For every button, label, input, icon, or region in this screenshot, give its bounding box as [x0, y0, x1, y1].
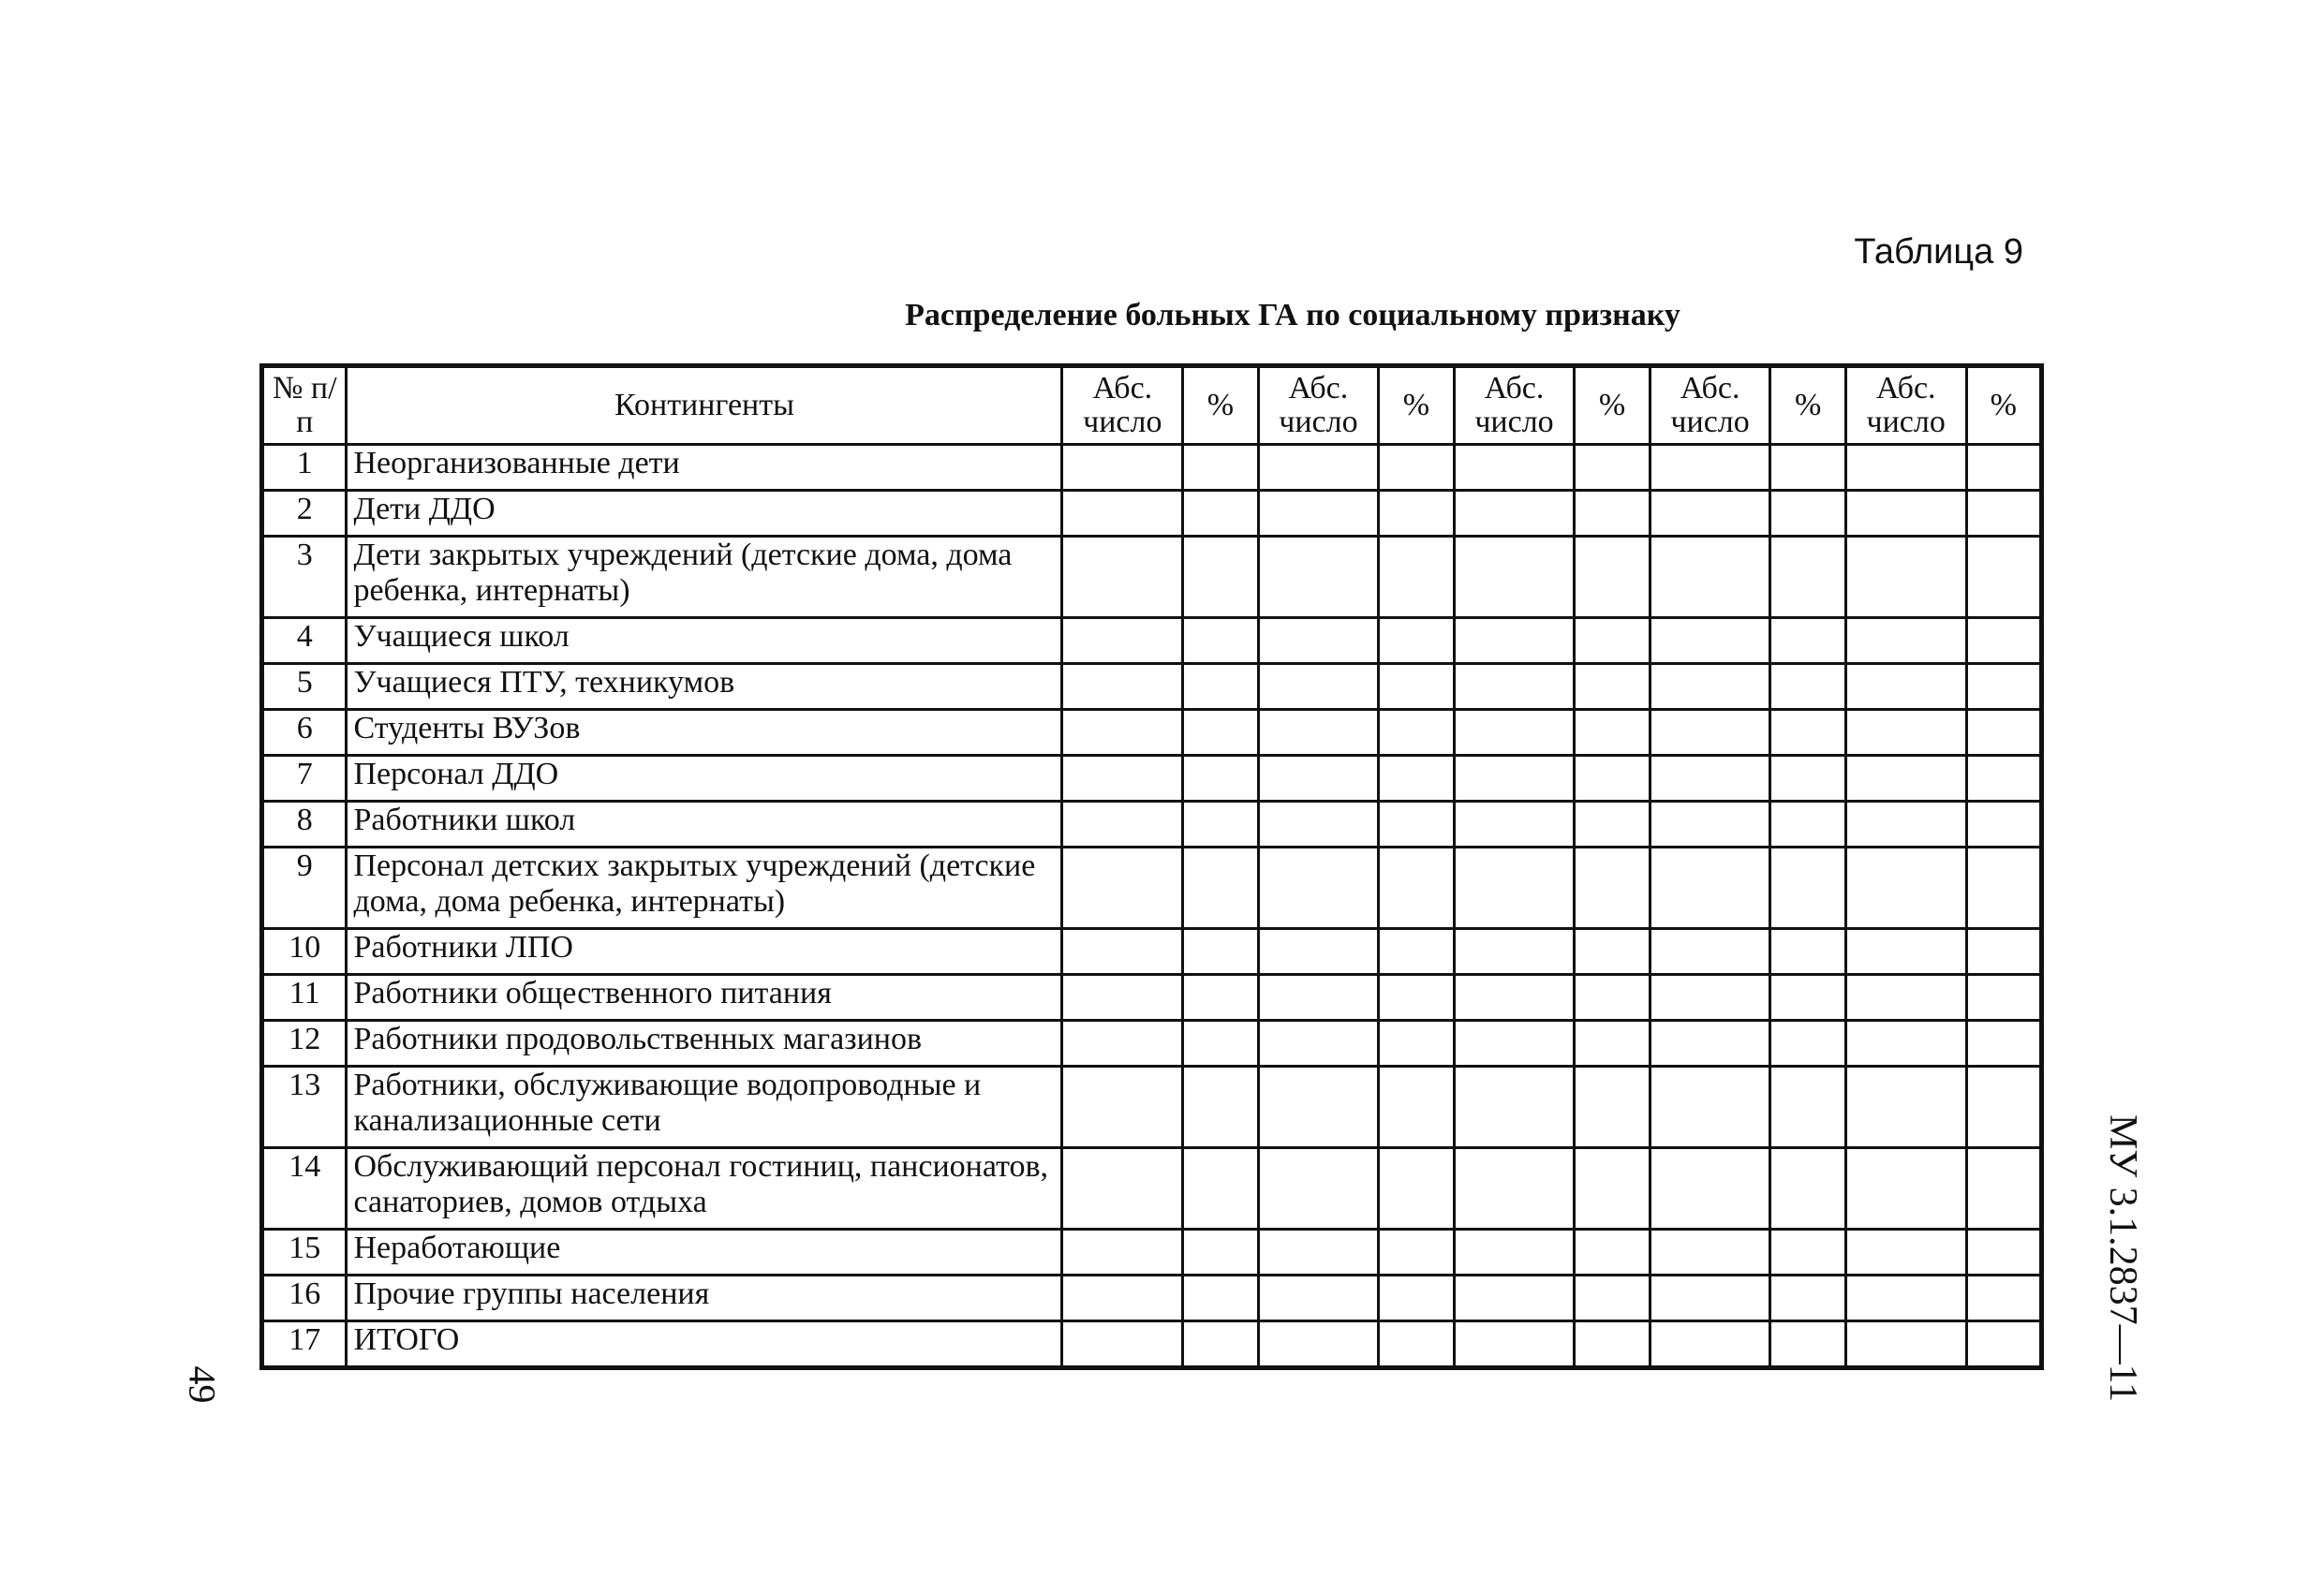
pct-cell — [1966, 802, 2041, 848]
pct-cell — [1379, 1321, 1454, 1368]
row-contingent: Работники ЛПО — [347, 929, 1062, 975]
abs-cell — [1845, 445, 1966, 491]
header-num: № п/п — [262, 366, 347, 445]
pct-cell — [1379, 710, 1454, 756]
abs-cell — [1845, 1021, 1966, 1067]
abs-cell — [1650, 929, 1770, 975]
table-row — [262, 1276, 2042, 1321]
abs-cell — [1454, 1321, 1575, 1368]
pct-cell — [1575, 1230, 1650, 1276]
row-contingent: Учащиеся ПТУ, техникумов — [347, 664, 1062, 710]
table-row — [262, 1230, 2042, 1276]
pct-cell — [1183, 848, 1258, 929]
pct-cell — [1575, 929, 1650, 975]
abs-cell — [1845, 710, 1966, 756]
distribution-table — [259, 363, 2044, 1370]
pct-cell — [1770, 1021, 1845, 1067]
abs-cell — [1062, 664, 1183, 710]
header-abs-5: Абс. число — [1845, 366, 1966, 445]
abs-cell — [1650, 848, 1770, 929]
pct-cell — [1770, 618, 1845, 664]
table-row — [262, 848, 2042, 929]
header-pct-5: % — [1966, 366, 2041, 445]
abs-cell — [1454, 491, 1575, 537]
header-abs-1: Абс. число — [1062, 366, 1183, 445]
row-contingent: Обслуживающий персонал гостиниц, пансионатов, санаториев, домов отдыха — [347, 1148, 1062, 1230]
pct-cell — [1379, 1148, 1454, 1230]
pct-cell — [1770, 756, 1845, 802]
pct-cell — [1770, 710, 1845, 756]
pct-cell — [1379, 756, 1454, 802]
abs-cell — [1845, 618, 1966, 664]
pct-cell — [1966, 756, 2041, 802]
table-row — [262, 1021, 2042, 1067]
abs-cell — [1454, 848, 1575, 929]
abs-cell — [1650, 537, 1770, 618]
table-body — [262, 445, 2042, 1368]
pct-cell — [1379, 1067, 1454, 1148]
abs-cell — [1650, 618, 1770, 664]
abs-cell — [1062, 537, 1183, 618]
header-pct-1: % — [1183, 366, 1258, 445]
row-number: 13 — [262, 1067, 347, 1148]
pct-cell — [1966, 445, 2041, 491]
header-pct-4: % — [1770, 366, 1845, 445]
pct-cell — [1183, 710, 1258, 756]
pct-cell — [1575, 756, 1650, 802]
abs-cell — [1845, 848, 1966, 929]
abs-cell — [1845, 664, 1966, 710]
pct-cell — [1770, 975, 1845, 1021]
abs-cell — [1845, 975, 1966, 1021]
pct-cell — [1575, 491, 1650, 537]
pct-cell — [1966, 710, 2041, 756]
pct-cell — [1770, 1148, 1845, 1230]
pct-cell — [1966, 975, 2041, 1021]
row-number: 8 — [262, 802, 347, 848]
pct-cell — [1379, 848, 1454, 929]
pct-cell — [1183, 929, 1258, 975]
pct-cell — [1183, 975, 1258, 1021]
table-row — [262, 491, 2042, 537]
pct-cell — [1183, 1067, 1258, 1148]
pct-cell — [1379, 491, 1454, 537]
row-number: 9 — [262, 848, 347, 929]
table-row — [262, 1067, 2042, 1148]
pct-cell — [1966, 1021, 2041, 1067]
abs-cell — [1454, 1067, 1575, 1148]
row-contingent: Работники школ — [347, 802, 1062, 848]
pct-cell — [1575, 664, 1650, 710]
row-number: 5 — [262, 664, 347, 710]
abs-cell — [1454, 710, 1575, 756]
abs-cell — [1258, 1276, 1379, 1321]
pct-cell — [1183, 756, 1258, 802]
pct-cell — [1379, 802, 1454, 848]
row-contingent: Работники продовольственных магазинов — [347, 1021, 1062, 1067]
pct-cell — [1379, 975, 1454, 1021]
abs-cell — [1258, 1321, 1379, 1368]
pct-cell — [1183, 1321, 1258, 1368]
pct-cell — [1770, 1067, 1845, 1148]
table-row — [262, 1148, 2042, 1230]
abs-cell — [1650, 710, 1770, 756]
pct-cell — [1379, 929, 1454, 975]
abs-cell — [1062, 848, 1183, 929]
abs-cell — [1650, 1321, 1770, 1368]
abs-cell — [1650, 975, 1770, 1021]
abs-cell — [1845, 1148, 1966, 1230]
pct-cell — [1966, 491, 2041, 537]
table-row — [262, 445, 2042, 491]
pct-cell — [1379, 445, 1454, 491]
row-number: 1 — [262, 445, 347, 491]
abs-cell — [1845, 1230, 1966, 1276]
pct-cell — [1183, 1021, 1258, 1067]
pct-cell — [1770, 1276, 1845, 1321]
row-contingent: Дети закрытых учреждений (детские дома, дома ребенка, интернаты) — [347, 537, 1062, 618]
abs-cell — [1650, 491, 1770, 537]
table-row — [262, 537, 2042, 618]
abs-cell — [1454, 1148, 1575, 1230]
abs-cell — [1258, 445, 1379, 491]
pct-cell — [1183, 802, 1258, 848]
abs-cell — [1454, 975, 1575, 1021]
header-pct-3: % — [1575, 366, 1650, 445]
pct-cell — [1770, 1230, 1845, 1276]
abs-cell — [1845, 1067, 1966, 1148]
abs-cell — [1258, 537, 1379, 618]
row-number: 14 — [262, 1148, 347, 1230]
abs-cell — [1454, 537, 1575, 618]
pct-cell — [1575, 1321, 1650, 1368]
abs-cell — [1650, 664, 1770, 710]
row-number: 15 — [262, 1230, 347, 1276]
abs-cell — [1845, 1276, 1966, 1321]
abs-cell — [1258, 664, 1379, 710]
pct-cell — [1575, 975, 1650, 1021]
row-number: 11 — [262, 975, 347, 1021]
abs-cell — [1062, 618, 1183, 664]
pct-cell — [1183, 445, 1258, 491]
abs-cell — [1258, 618, 1379, 664]
row-contingent: Работники общественного питания — [347, 975, 1062, 1021]
row-number: 4 — [262, 618, 347, 664]
abs-cell — [1062, 1067, 1183, 1148]
abs-cell — [1454, 664, 1575, 710]
row-number: 12 — [262, 1021, 347, 1067]
header-contingents: Контингенты — [347, 366, 1062, 445]
abs-cell — [1650, 1021, 1770, 1067]
abs-cell — [1258, 1230, 1379, 1276]
pct-cell — [1575, 1276, 1650, 1321]
abs-cell — [1454, 618, 1575, 664]
abs-cell — [1454, 802, 1575, 848]
abs-cell — [1845, 537, 1966, 618]
row-contingent: Студенты ВУЗов — [347, 710, 1062, 756]
abs-cell — [1454, 445, 1575, 491]
abs-cell — [1650, 445, 1770, 491]
table-row — [262, 756, 2042, 802]
pct-cell — [1770, 491, 1845, 537]
pct-cell — [1575, 802, 1650, 848]
pct-cell — [1575, 1067, 1650, 1148]
pct-cell — [1966, 618, 2041, 664]
pct-cell — [1966, 1321, 2041, 1368]
header-abs-2: Абс. число — [1258, 366, 1379, 445]
row-number: 10 — [262, 929, 347, 975]
row-contingent: Персонал детских закрытых учреждений (детские дома, дома ребенка, интернаты) — [347, 848, 1062, 929]
row-number: 16 — [262, 1276, 347, 1321]
abs-cell — [1454, 1021, 1575, 1067]
abs-cell — [1454, 756, 1575, 802]
table-row — [262, 802, 2042, 848]
pct-cell — [1770, 664, 1845, 710]
pct-cell — [1183, 491, 1258, 537]
row-contingent: Прочие группы населения — [347, 1276, 1062, 1321]
table-row — [262, 929, 2042, 975]
pct-cell — [1575, 1021, 1650, 1067]
pct-cell — [1966, 848, 2041, 929]
abs-cell — [1258, 1021, 1379, 1067]
row-number: 3 — [262, 537, 347, 618]
abs-cell — [1845, 491, 1966, 537]
abs-cell — [1258, 1148, 1379, 1230]
table-row — [262, 710, 2042, 756]
abs-cell — [1454, 1276, 1575, 1321]
row-number: 2 — [262, 491, 347, 537]
pct-cell — [1183, 537, 1258, 618]
pct-cell — [1183, 664, 1258, 710]
pct-cell — [1183, 1230, 1258, 1276]
abs-cell — [1062, 710, 1183, 756]
table-title: Распределение больных ГА по социальному признаку — [905, 298, 1680, 332]
abs-cell — [1062, 802, 1183, 848]
pct-cell — [1966, 537, 2041, 618]
pct-cell — [1575, 848, 1650, 929]
abs-cell — [1650, 1148, 1770, 1230]
pct-cell — [1183, 618, 1258, 664]
document-code: МУ 3.1.2837—11 — [2101, 1114, 2144, 1403]
row-contingent: Неработающие — [347, 1230, 1062, 1276]
pct-cell — [1770, 802, 1845, 848]
pct-cell — [1379, 1230, 1454, 1276]
pct-cell — [1379, 618, 1454, 664]
abs-cell — [1062, 975, 1183, 1021]
abs-cell — [1258, 975, 1379, 1021]
table-row — [262, 975, 2042, 1021]
pct-cell — [1379, 664, 1454, 710]
abs-cell — [1258, 756, 1379, 802]
abs-cell — [1650, 1276, 1770, 1321]
abs-cell — [1062, 1276, 1183, 1321]
pct-cell — [1183, 1276, 1258, 1321]
pct-cell — [1575, 445, 1650, 491]
pct-cell — [1770, 929, 1845, 975]
abs-cell — [1062, 1321, 1183, 1368]
abs-cell — [1258, 710, 1379, 756]
pct-cell — [1183, 1148, 1258, 1230]
abs-cell — [1258, 1067, 1379, 1148]
header-abs-4: Абс. число — [1650, 366, 1770, 445]
row-contingent: Работники, обслуживающие водопроводные и канализационные сети — [347, 1067, 1062, 1148]
abs-cell — [1845, 756, 1966, 802]
pct-cell — [1966, 664, 2041, 710]
row-number: 6 — [262, 710, 347, 756]
header-pct-2: % — [1379, 366, 1454, 445]
row-contingent: Учащиеся школ — [347, 618, 1062, 664]
abs-cell — [1650, 802, 1770, 848]
abs-cell — [1258, 848, 1379, 929]
pct-cell — [1575, 1148, 1650, 1230]
pct-cell — [1770, 1321, 1845, 1368]
pct-cell — [1966, 1230, 2041, 1276]
table-row — [262, 618, 2042, 664]
abs-cell — [1062, 445, 1183, 491]
row-contingent: Дети ДДО — [347, 491, 1062, 537]
row-contingent: Персонал ДДО — [347, 756, 1062, 802]
abs-cell — [1845, 929, 1966, 975]
pct-cell — [1770, 848, 1845, 929]
row-contingent: Неорганизованные дети — [347, 445, 1062, 491]
page-number: 49 — [181, 1365, 224, 1404]
abs-cell — [1258, 802, 1379, 848]
abs-cell — [1650, 756, 1770, 802]
pct-cell — [1966, 929, 2041, 975]
row-number: 17 — [262, 1321, 347, 1368]
abs-cell — [1062, 491, 1183, 537]
pct-cell — [1379, 537, 1454, 618]
abs-cell — [1845, 1321, 1966, 1368]
abs-cell — [1650, 1067, 1770, 1148]
abs-cell — [1062, 929, 1183, 975]
pct-cell — [1966, 1276, 2041, 1321]
pct-cell — [1379, 1021, 1454, 1067]
abs-cell — [1258, 929, 1379, 975]
abs-cell — [1454, 929, 1575, 975]
table-row — [262, 664, 2042, 710]
abs-cell — [1650, 1230, 1770, 1276]
row-number: 7 — [262, 756, 347, 802]
abs-cell — [1062, 1148, 1183, 1230]
pct-cell — [1770, 445, 1845, 491]
abs-cell — [1454, 1230, 1575, 1276]
pct-cell — [1966, 1148, 2041, 1230]
abs-cell — [1062, 1230, 1183, 1276]
pct-cell — [1575, 537, 1650, 618]
table-row — [262, 1321, 2042, 1368]
abs-cell — [1062, 756, 1183, 802]
header-abs-3: Абс. число — [1454, 366, 1575, 445]
pct-cell — [1770, 537, 1845, 618]
pct-cell — [1966, 1067, 2041, 1148]
abs-cell — [1258, 491, 1379, 537]
row-contingent: ИТОГО — [347, 1321, 1062, 1368]
abs-cell — [1845, 802, 1966, 848]
pct-cell — [1575, 618, 1650, 664]
abs-cell — [1062, 1021, 1183, 1067]
table-label: Таблица 9 — [1854, 232, 2023, 272]
pct-cell — [1379, 1276, 1454, 1321]
header-row — [262, 366, 2042, 445]
pct-cell — [1575, 710, 1650, 756]
